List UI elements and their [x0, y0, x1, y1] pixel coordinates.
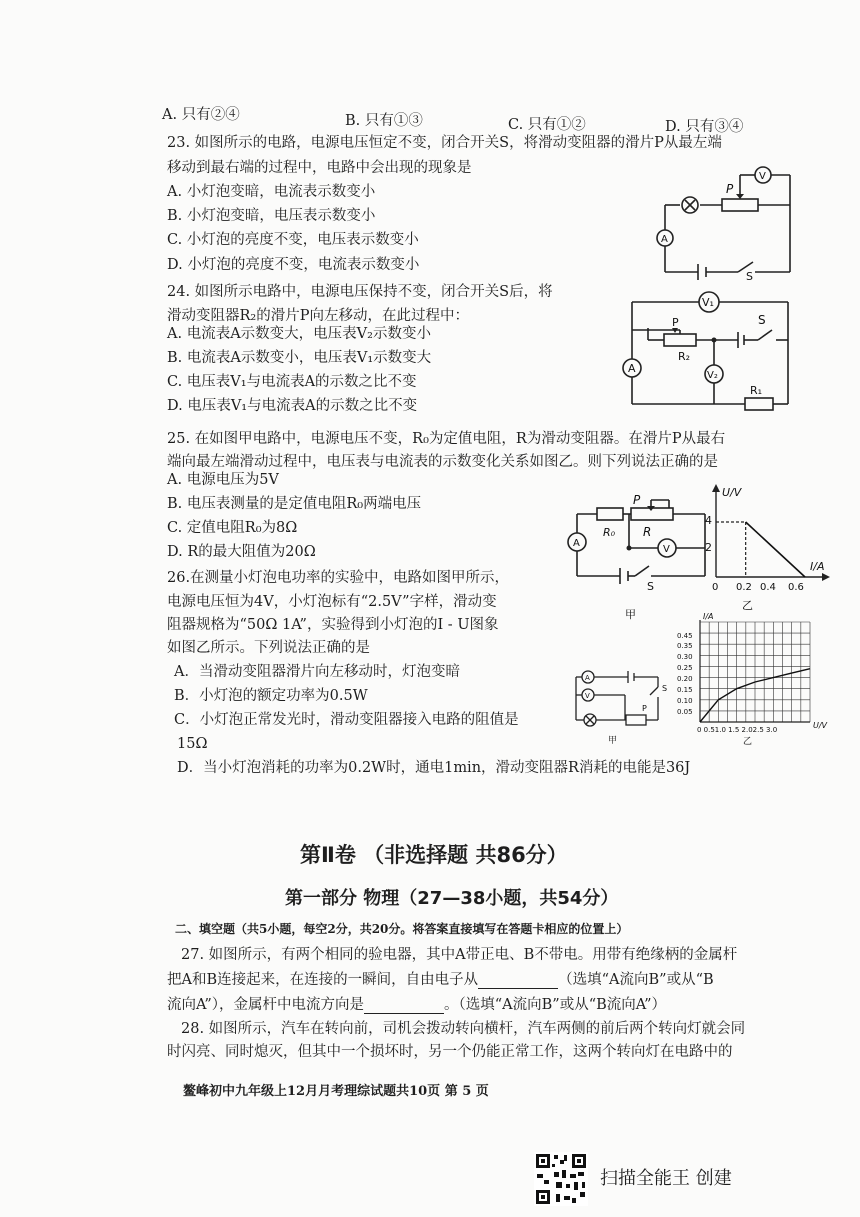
- q25-label-a: A: [573, 538, 580, 549]
- q25-ui-graph-yi: [700, 482, 840, 612]
- q26-graph-xlabel: U/V: [813, 721, 828, 730]
- q25-label-r0: R₀: [603, 526, 616, 539]
- q23-label-p: P: [726, 182, 734, 196]
- q22-option-c: C. 只有①②: [508, 117, 586, 133]
- q25-graph-xtick-0: 0: [712, 582, 719, 593]
- q27-line1: 27. 如图所示，有两个相同的验电器，其中A带正电、B不带电。用带有绝缘柄的金属杆: [181, 947, 738, 963]
- q24-option-d: D. 电压表V₁与电流表A的示数之比不变: [167, 398, 418, 414]
- q27-line2-text-b: （选填“A流向B”或从“B: [558, 972, 714, 988]
- q26-graph-ylabel: I/A: [703, 612, 714, 621]
- q26-option-c: C．小灯泡正常发光时，滑动变阻器接入电路的阻值是: [174, 712, 519, 728]
- q26-graph-ytick: 0.35: [677, 642, 693, 650]
- q26-line4: 如图乙所示。下列说法正确的是: [167, 640, 370, 656]
- q26-graph-ytick: 0.45: [677, 632, 693, 640]
- q28-line2: 时闪亮、同时熄灭，但其中一个损坏时，另一个仍能正常工作，这两个转向灯在电路中的: [167, 1044, 733, 1060]
- q27-blank-1[interactable]: [478, 974, 558, 989]
- q25-graph-xtick-02: 0.2: [736, 582, 752, 593]
- q25-label-v: V: [663, 544, 670, 555]
- q23-option-d: D. 小灯泡的亮度不变，电流表示数变小: [167, 257, 420, 273]
- q26-line3: 阻器规格为“50Ω 1A”，实验得到小灯泡的I - U图象: [167, 617, 499, 633]
- scanner-watermark: 扫描全能王 创建: [600, 1168, 732, 1189]
- q26-label-a: A: [585, 674, 590, 682]
- q26-option-a: A．当滑动变阻器滑片向左移动时，灯泡变暗: [174, 664, 460, 680]
- q26-graph-ytick: 0.10: [677, 697, 693, 705]
- q24-circuit-diagram: [620, 288, 800, 413]
- q27-line3: [167, 996, 666, 1014]
- q27-line3-text: 流向A”），金属杆中电流方向是: [167, 997, 365, 1013]
- q23-option-b: B. 小灯泡变暗，电压表示数变小: [167, 208, 376, 224]
- q25-label-jia: 甲: [625, 608, 636, 621]
- q27-line2: [167, 971, 714, 989]
- q23-option-c: C. 小灯泡的亮度不变，电压表示数变小: [167, 232, 419, 248]
- q24-option-a: A. 电流表A示数变大，电压表V₂示数变小: [167, 326, 431, 342]
- q26-graph-ytick: 0.30: [677, 653, 693, 661]
- q24-label-a: A: [628, 362, 636, 375]
- q24-option-c: C. 电压表V₁与电流表A的示数之比不变: [167, 374, 417, 390]
- q26-line2: 电源电压恒为4V，小灯泡标有“2.5V”字样，滑动变: [167, 594, 497, 610]
- fill-in-header: 二、填空题（共5小题，每空2分，共20分。将答案直接填写在答题卡相应的位置上）: [175, 922, 629, 936]
- q26-option-b: B．小灯泡的额定功率为0.5W: [174, 688, 368, 704]
- q26-label-jia: 甲: [608, 736, 618, 746]
- q25-graph-ylabel: U/V: [722, 486, 742, 499]
- q22-option-a: A. 只有②④: [162, 107, 240, 123]
- q25-graph-ytick-4: 4: [705, 514, 712, 527]
- q24-label-p: P: [672, 316, 679, 329]
- q25-label-yi: 乙: [742, 599, 753, 612]
- q23-label-a: A: [661, 234, 668, 245]
- q26-line1: 26.在测量小灯泡电功率的实验中，电路如图甲所示，: [167, 570, 510, 586]
- q25-option-b: B. 电压表测量的是定值电阻R₀两端电压: [167, 496, 422, 512]
- section-subtitle: 第一部分 物理（27—38小题，共54分）: [285, 888, 619, 909]
- q24-stem-line1: 24. 如图所示电路中，电源电压保持不变，闭合开关S后，将: [167, 284, 553, 300]
- q23-label-v: V: [759, 171, 766, 182]
- q24-label-r2: R₂: [678, 350, 691, 363]
- q27-line3-text-b: 。（选填“A流向B”或从“B流向A”）: [444, 997, 667, 1013]
- q22-option-d: D. 只有③④: [665, 119, 744, 135]
- q26-graph-ytick: 0.15: [677, 686, 693, 694]
- q23-label-s: S: [746, 270, 753, 283]
- q24-label-v1: V₁: [702, 296, 714, 309]
- section-title: 第Ⅱ卷 （非选择题 共86分）: [300, 843, 568, 867]
- q26-label-yi: 乙: [743, 737, 753, 747]
- q26-graph-ytick: 0.25: [677, 664, 693, 672]
- q28-line1: 28. 如图所示，汽车在转向前，司机会拨动转向横杆，汽车两侧的前后两个转向灯就会同: [181, 1021, 746, 1037]
- q24-option-b: B. 电流表A示数变小，电压表V₁示数变大: [167, 350, 432, 366]
- q24-stem-line2: 滑动变阻器R₂的滑片P向左移动，在此过程中：: [167, 308, 469, 324]
- page-footer: 鳌峰初中九年级上12月月考理综试题共10页 第 5 页: [183, 1084, 489, 1099]
- q25-graph-line: [746, 522, 805, 577]
- q26-label-p: P: [642, 704, 647, 713]
- q24-label-s: S: [758, 313, 766, 327]
- qr-code-icon: [534, 1152, 588, 1206]
- q24-label-v2: V₂: [707, 370, 718, 381]
- q26-option-c-cont: 15Ω: [177, 736, 208, 752]
- q24-label-r1: R₁: [750, 384, 763, 397]
- q25-label-r: R: [643, 525, 652, 539]
- q23-stem-line1: 23. 如图所示的电路，电源电压恒定不变，闭合开关S，将滑动变阻器的滑片P从最左端: [167, 135, 722, 151]
- q25-option-c: C. 定值电阻R₀为8Ω: [167, 520, 298, 536]
- q25-option-a: A. 电源电压为5V: [167, 472, 279, 488]
- q25-graph-xlabel: I/A: [810, 560, 825, 573]
- q26-label-s: S: [662, 684, 668, 693]
- q26-option-d: D．当小灯泡消耗的功率为0.2W时，通电1min，滑动变阻器R消耗的电能是36J: [177, 760, 691, 776]
- q23-circuit-diagram: [650, 160, 800, 283]
- q26-circuit-diagram-jia: [570, 665, 670, 745]
- q26-iu-graph-yi: [665, 610, 835, 745]
- q27-blank-2[interactable]: [364, 999, 444, 1014]
- q23-option-a: A. 小灯泡变暗，电流表示数变小: [167, 184, 376, 200]
- q26-graph-ytick: 0.05: [677, 708, 693, 716]
- q25-label-p: P: [633, 493, 641, 507]
- q27-line2-text: 把A和B连接起来，在连接的一瞬间，自由电子从: [167, 972, 479, 988]
- q25-stem-line2: 端向最左端滑动过程中，电压表与电流表的示数变化关系如图乙。则下列说法正确的是: [167, 454, 718, 470]
- q26-graph-xticks: 0 0.51.0 1.5 2.02.5 3.0: [697, 726, 778, 734]
- q22-option-b: B. 只有①③: [345, 113, 423, 129]
- q25-graph-ytick-2: 2: [705, 541, 712, 554]
- q25-stem-line1: 25. 在如图甲电路中，电源电压不变，R₀为定值电阻，R为滑动变阻器。在滑片P从最右: [167, 431, 726, 447]
- q23-stem-line2: 移动到最右端的过程中，电路中会出现的现象是: [167, 160, 472, 176]
- q26-label-v: V: [585, 692, 590, 700]
- q26-graph-ytick: 0.20: [677, 675, 693, 683]
- q25-graph-xtick-04: 0.4: [760, 582, 776, 593]
- q25-graph-xtick-06: 0.6: [788, 582, 804, 593]
- q25-option-d: D. R的最大阻值为20Ω: [167, 544, 316, 560]
- q25-label-s: S: [647, 580, 654, 593]
